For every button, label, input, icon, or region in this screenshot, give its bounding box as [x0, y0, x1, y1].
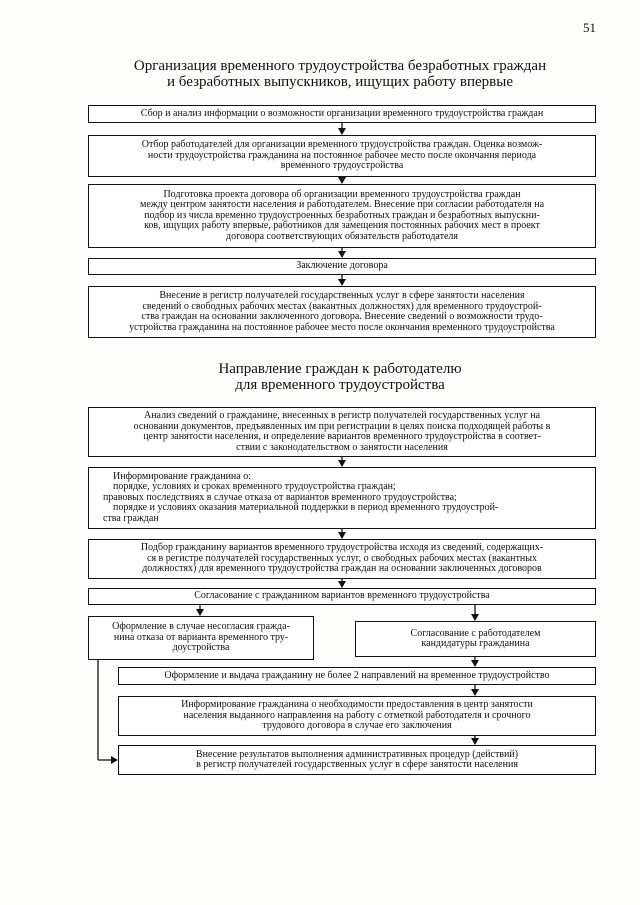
step-text: Оформление в случае несогласия гражда-	[112, 621, 290, 633]
step-text: ствии с законодательством о занятости населения	[236, 441, 448, 453]
step-text: порядке, условиях и сроках временного трудоустройства граждан;	[113, 481, 396, 493]
step-text: ся в регистре получателей государственных услуг, о свободных рабочих местах (вакантных	[147, 552, 537, 564]
step-text: Анализ сведений о гражданине, внесенных в регистр получателей государственных услуг на	[143, 410, 541, 421]
step-text: Оформление и выдача гражданину не более 2 направлений на временное трудоустройство	[164, 669, 550, 681]
step-text: ства граждан на основании заключенного договора. Внесение сведений о возможности трудо-	[141, 311, 543, 322]
step-text: Заключение договора	[296, 260, 388, 272]
step-text: Подбор гражданину вариантов временного трудоустройства исходя из сведений, содержащих-	[140, 542, 544, 554]
step-text: Согласование с гражданином вариантов временного трудоустройства	[194, 590, 490, 602]
step-text: между центром занятости населения и работодателем. Внесение при согласии работодателя на	[139, 199, 545, 211]
step-text: Внесение в регистр получателей государственных услуг в сфере занятости населения	[159, 290, 525, 301]
step-text: центр занятости населения, и определение вариантов временного трудоустройства в соответ-	[143, 431, 541, 442]
step-text: кандидатуры гражданина	[421, 638, 530, 649]
step-text: нина отказа от варианта временного тру-	[113, 631, 289, 643]
step-text: договора соответствующих обязательств работодателя	[226, 230, 458, 242]
section2-title-line: для временного трудоустройства	[235, 377, 445, 393]
step-text: ности трудоустройства гражданина на постоянное рабочее место после окончания периода	[147, 149, 537, 161]
step-text: подбор из числа временно трудоустроенных безработных граждан и безработных выпускни-	[144, 209, 540, 221]
step-text: порядке и условиях оказания материальной поддержки в период временного трудоустрой-	[113, 502, 499, 514]
step-text: временного трудоустройства	[280, 160, 404, 172]
step-text: Сбор и анализ информации о возможности организации временного трудоустройства граждан	[140, 107, 544, 119]
step-text: устройства гражданина на постоянное рабочее место после окончания временного трудоустройства	[129, 321, 555, 333]
step-heading: Информирование гражданина о:	[113, 470, 251, 482]
section1-title-line: Организация временного трудоустройства безработных граждан	[133, 58, 547, 74]
step-text: в регистр получателей государственных услуг в сфере занятости населения	[196, 759, 518, 770]
step-text: сведений о свободных рабочих местах (вакантных должностях) для временного трудоустрой-	[142, 300, 542, 312]
step-text: населения выданного направления на работу с отметкой работодателя и срочного	[183, 709, 531, 721]
step-text: основании документов, предъявленных им при регистрации в целях поиска подходящей работы в	[133, 420, 551, 432]
step-text: доустройства	[172, 642, 230, 654]
step-text: трудового договора в случае его заключения	[262, 720, 452, 732]
step-text: Согласование с работодателем	[410, 627, 541, 639]
step-text: ков, ищущих работу впервые, работников для замещения постоянных рабочих мест в проект	[144, 220, 540, 232]
section1-title-line: и безработных выпускников, ищущих работу впервые	[167, 74, 513, 90]
step-text: Отбор работодателей для организации временного трудоустройства граждан. Оценка возмож-	[141, 139, 543, 151]
section2-title-line: Направление граждан к работодателю	[218, 361, 462, 377]
step-text: должностях) для временного трудоустройства граждан на основании заключенных договоров	[142, 563, 542, 575]
step-text: Информирование гражданина о необходимости предоставления в центр занятости	[181, 699, 533, 711]
step-text: правовых последствиях в случае отказа от вариантов временного трудоустройства;	[103, 491, 457, 503]
step-text: Внесение результатов выполнения административных процедур (действий)	[195, 748, 519, 760]
step-text: Подготовка проекта договора об организации временного трудоустройства граждан	[163, 188, 521, 200]
page-number: 51	[583, 20, 596, 35]
step-text: ства граждан	[103, 512, 159, 524]
